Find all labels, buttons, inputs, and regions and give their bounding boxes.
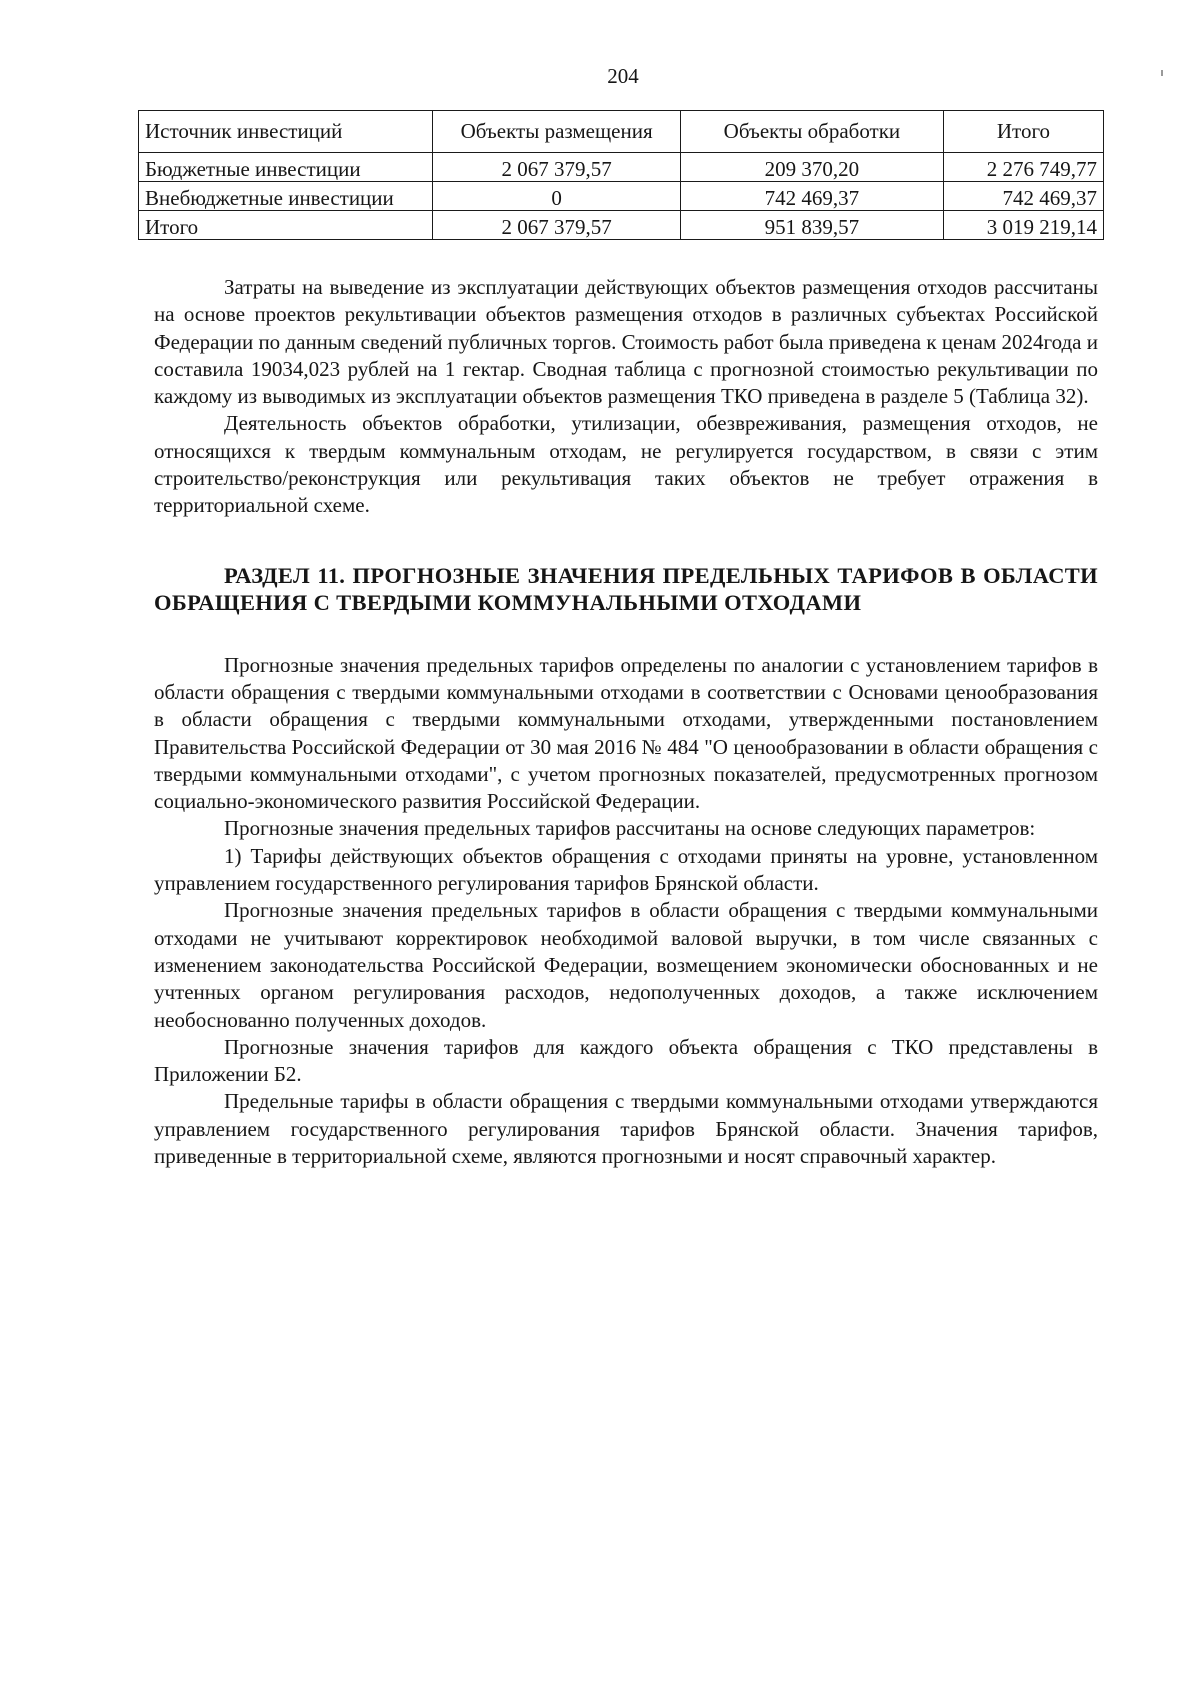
paragraph: Прогнозные значения предельных тарифов определены по аналогии с установлением тарифов в области обращения с твердыми коммунальными отходами в соответствии с Основами ценообразования в области обращения с твердыми коммунальными отходами, утвержденными постановлением Правительства Российской Федерации от 30 мая 2016 № 484 "О ценообразовании в области обращения с твердыми коммунальными отходами", с учетом прогнозных показателей, предусмотренных прогнозом социально-экономического развития Российской Федерации. [154,652,1098,814]
paragraph: Предельные тарифы в области обращения с твердыми коммунальными отходами утверждаются управлением государственного регулирования тарифов Брянской области. Значения тарифов, приведенные в территориальной схеме, являются прогнозными и носят справочный характер. [154,1089,1098,1169]
paragraph: Прогнозные значения тарифов для каждого объекта обращения с ТКО представлены в Приложении Б2. [154,1034,1098,1087]
document-body [154,274,1098,1170]
table-cell: Внебюджетные инвестиции [139,182,433,211]
investment-table [138,110,1104,240]
table-cell: 2 067 379,57 [433,153,681,182]
table-row [139,153,1104,182]
header-total: Итого [943,111,1103,153]
scan-mark [1161,70,1163,76]
section-heading: РАЗДЕЛ 11. ПРОГНОЗНЫЕ ЗНАЧЕНИЯ ПРЕДЕЛЬНЫХ ТАРИФОВ В ОБЛАСТИ ОБРАЩЕНИЯ С ТВЕРДЫМИ КОММУНАЛЬНЫМИ ОТХОДАМИ [154,562,1098,615]
paragraph: Прогнозные значения предельных тарифов рассчитаны на основе следующих параметров: [224,816,1036,841]
table-cell: 209 370,20 [680,153,943,182]
table-cell: 951 839,57 [680,211,943,240]
table-row [139,211,1104,240]
table-cell: 2 067 379,57 [433,211,681,240]
page-number: 204 [607,64,639,88]
paragraph: Прогнозные значения предельных тарифов в области обращения с твердыми коммунальными отходами не учитывают корректировок необходимой валовой выручки, в том числе связанных с изменением законодательства Российской Федерации, возмещением экономически обоснованных и не учтенных органом регулирования расходов, недополученных доходов, а также исключением необоснованно полученных доходов. [154,898,1098,1032]
table-cell: 2 276 749,77 [943,153,1103,182]
header-processing: Объекты обработки [680,111,943,153]
paragraph: Затраты на выведение из эксплуатации действующих объектов размещения отходов рассчитаны на основе проектов рекультивации объектов размещения отходов в различных субъектах Российской Федерации по данным сведений публичных торгов. Стоимость работ была приведена к ценам 2024года и составила 19034,023 рублей на 1 гектар. Сводная таблица с прогнозной стоимостью рекультивации по каждому из выводимых из эксплуатации объектов размещения ТКО приведена в разделе 5 (Таблица 32). [154,275,1098,409]
table-cell: 0 [433,182,681,211]
table-cell: 3 019 219,14 [943,211,1103,240]
header-placement: Объекты размещения [433,111,681,153]
table-cell: Бюджетные инвестиции [139,153,433,182]
paragraph: Деятельность объектов обработки, утилизации, обезвреживания, размещения отходов, не относящихся к твердым коммунальным отходам, не регулируется государством, в связи с этим строительство/реконструкция или рекультивация таких объектов не требует отражения в территориальной схеме. [154,411,1098,518]
table-header-row [139,111,1104,153]
table-cell: 742 469,37 [943,182,1103,211]
table-cell: Итого [139,211,433,240]
header-source: Источник инвестиций [139,111,433,153]
list-item: 1) Тарифы действующих объектов обращения с отходами приняты на уровне, установленном управлением государственного регулирования тарифов Брянской области. [154,843,1098,896]
table-cell: 742 469,37 [680,182,943,211]
table-row [139,182,1104,211]
